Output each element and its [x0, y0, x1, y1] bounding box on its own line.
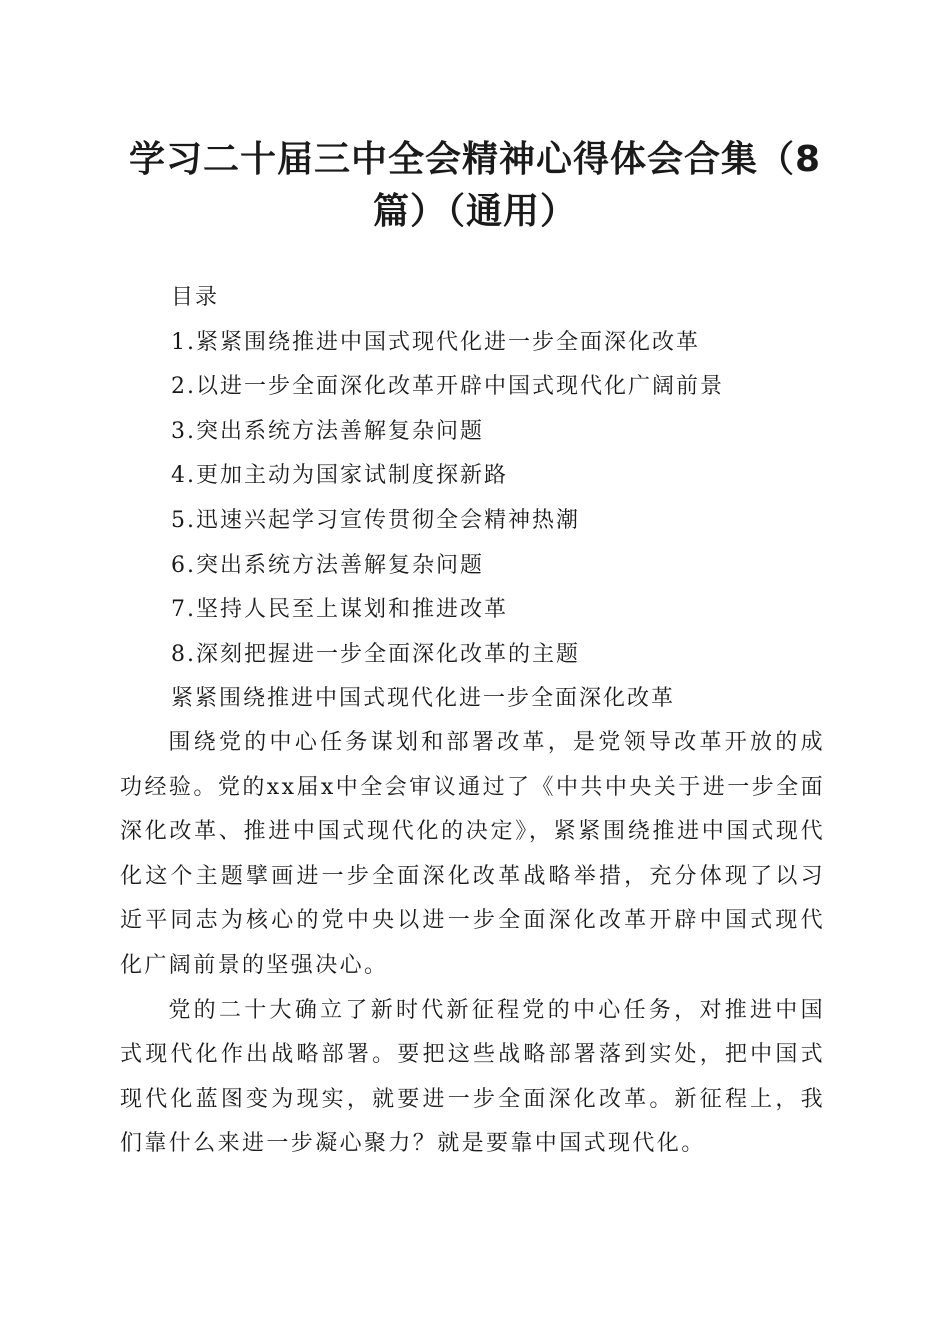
toc-item: 8.深刻把握进一步全面深化改革的主题 [171, 641, 580, 667]
toc-item: 5.迅速兴起学习宣传贯彻全会精神热潮 [171, 507, 580, 533]
table-of-contents [171, 276, 831, 722]
toc-heading: 目录 [171, 285, 220, 310]
document-title: 学习二十届三中全会精神心得体会合集（8篇）（通用） [128, 139, 822, 232]
toc-item: 6.突出系统方法善解复杂问题 [171, 552, 484, 578]
toc-item: 1.紧紧围绕推进中国式现代化进一步全面深化改革 [171, 329, 700, 355]
toc-item: 3.突出系统方法善解复杂问题 [171, 418, 484, 444]
body-text [120, 721, 825, 1167]
body-paragraph: 围绕党的中心任务谋划和部署改革，是党领导改革开放的成功经验。党的xx届x中全会审议通过了《中共中央关于进一步全面深化改革、推进中国式现代化的决定》，紧紧围绕推进中国式现代化这个主题擘画进一步全面深化改革战略举措，充分体现了以习近平同志为核心的党中央以进一步全面深化改革开辟中国式现代化广阔前景的坚强决心。 [120, 730, 825, 978]
body-paragraph: 党的二十大确立了新时代新征程党的中心任务，对推进中国式现代化作出战略部署。要把这些战略部署落到实处，把中国式现代化蓝图变为现实，就要进一步全面深化改革。新征程上，我们靠什么来进一步凝心聚力？就是要靠中国式现代化。 [120, 997, 825, 1157]
toc-item: 4.更加主动为国家试制度探新路 [171, 463, 508, 489]
toc-item: 7.坚持人民至上谋划和推进改革 [171, 597, 508, 623]
toc-item: 2.以进一步全面深化改革开辟中国式现代化广阔前景 [171, 374, 724, 400]
section-heading: 紧紧围绕推进中国式现代化进一步全面深化改革 [171, 686, 676, 712]
